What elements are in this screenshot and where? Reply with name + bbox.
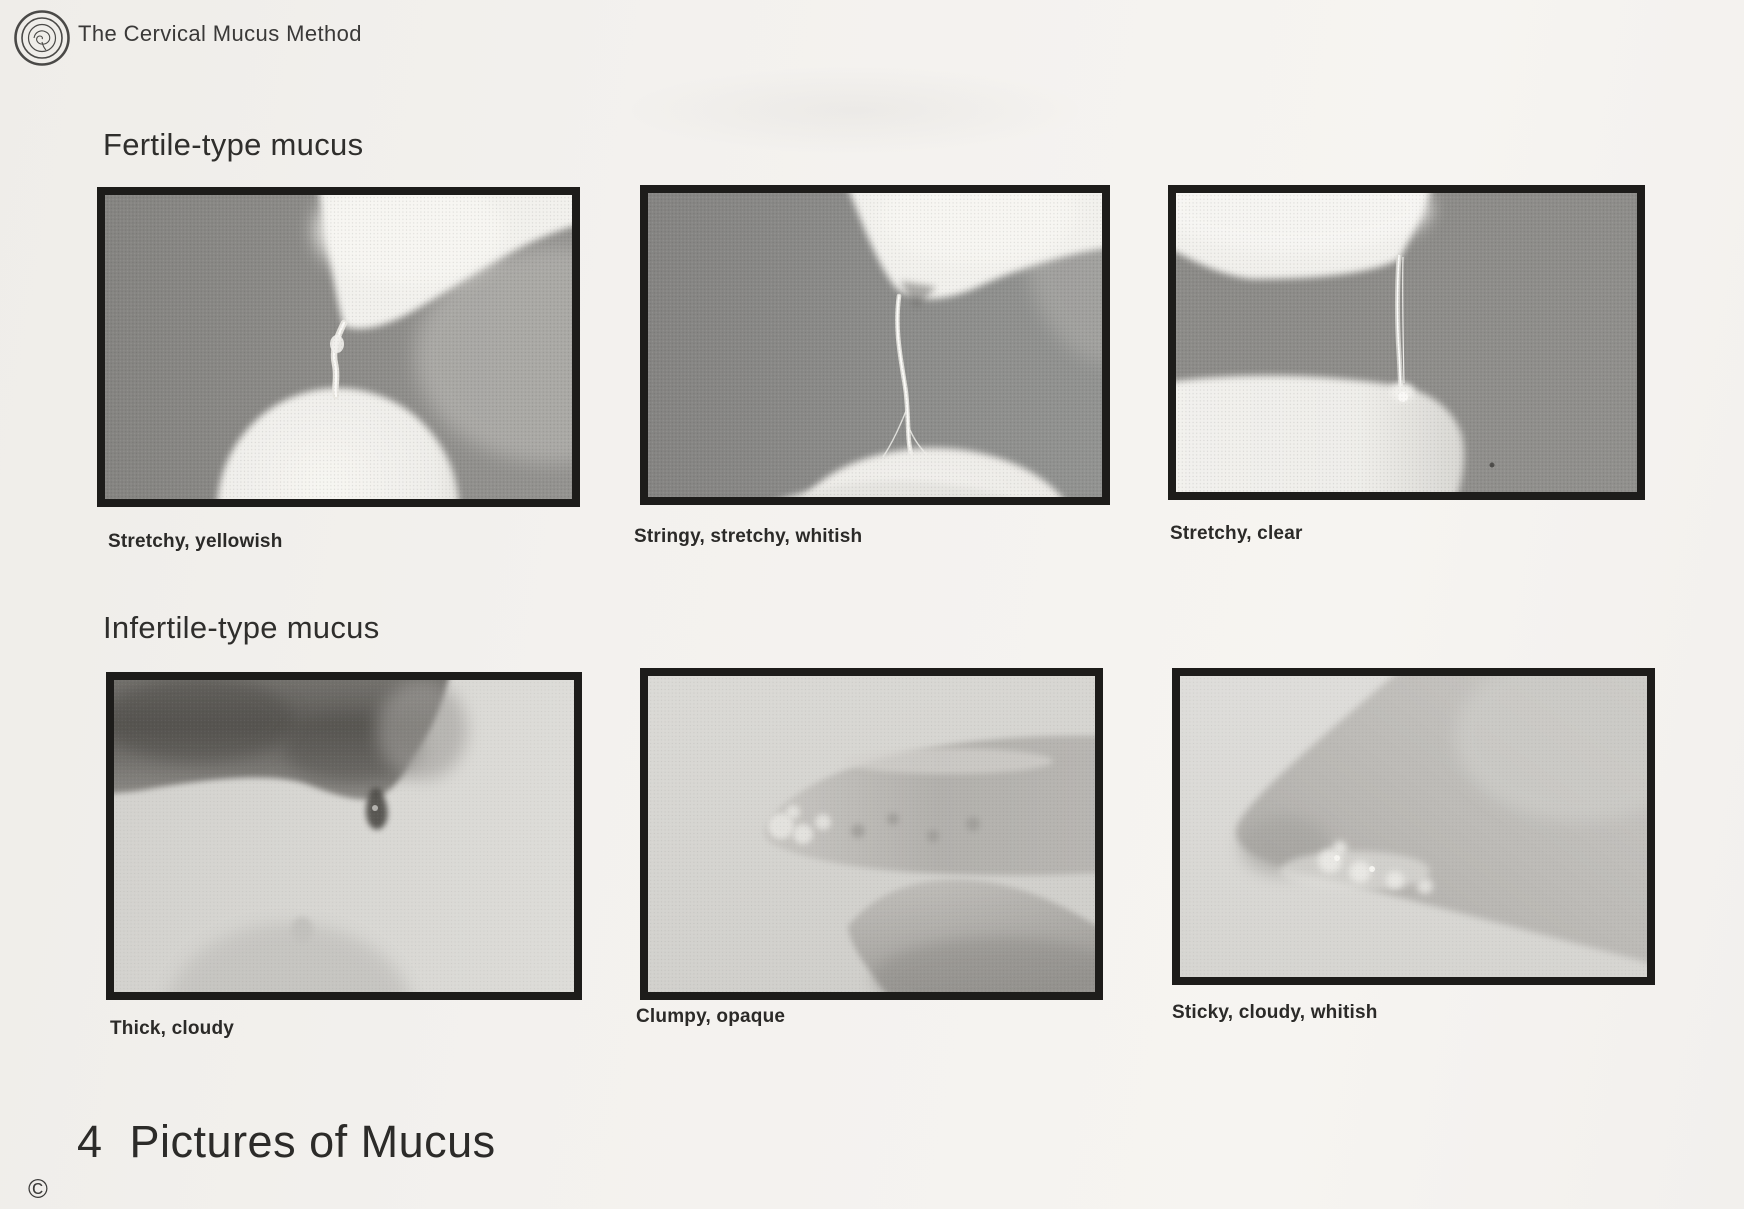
- section-heading-fertile: Fertile-type mucus: [103, 127, 364, 162]
- photo-thick-cloudy-image: [114, 680, 574, 992]
- header-title: The Cervical Mucus Method: [78, 21, 362, 46]
- caption-stretchy-yellowish: Stretchy, yellowish: [108, 531, 283, 552]
- scan-smudge: [620, 65, 1090, 155]
- caption-stretchy-clear: Stretchy, clear: [1170, 523, 1303, 544]
- page-number: 4: [77, 1116, 103, 1167]
- photo-sticky-cloudy-whitish: [1172, 668, 1655, 985]
- photo-stretchy-yellowish: [97, 187, 580, 507]
- section-heading-infertile: Infertile-type mucus: [103, 610, 380, 645]
- photo-clumpy-opaque: [640, 668, 1103, 1000]
- caption-thick-cloudy: Thick, cloudy: [110, 1018, 235, 1039]
- footer-title-line: [77, 1116, 496, 1168]
- photo-sticky-cloudy-whitish-image: [1180, 676, 1647, 977]
- photo-stretchy-yellowish-image: [105, 195, 572, 499]
- photo-thick-cloudy: [106, 672, 582, 1000]
- footer-title: Pictures of Mucus: [129, 1116, 496, 1167]
- caption-stringy-stretchy-whitish: Stringy, stretchy, whitish: [634, 526, 863, 547]
- copyright-symbol: ©: [28, 1174, 48, 1204]
- photo-stretchy-clear-image: [1176, 193, 1637, 492]
- caption-sticky-cloudy-whitish: Sticky, cloudy, whitish: [1172, 1002, 1378, 1023]
- logo-circles-icon: [12, 8, 72, 68]
- caption-clumpy-opaque: Clumpy, opaque: [636, 1006, 786, 1027]
- photo-clumpy-opaque-image: [648, 676, 1095, 992]
- photo-stringy-stretchy-whitish-image: [648, 193, 1102, 497]
- photo-stretchy-clear: [1168, 185, 1645, 500]
- photo-stringy-stretchy-whitish: [640, 185, 1110, 505]
